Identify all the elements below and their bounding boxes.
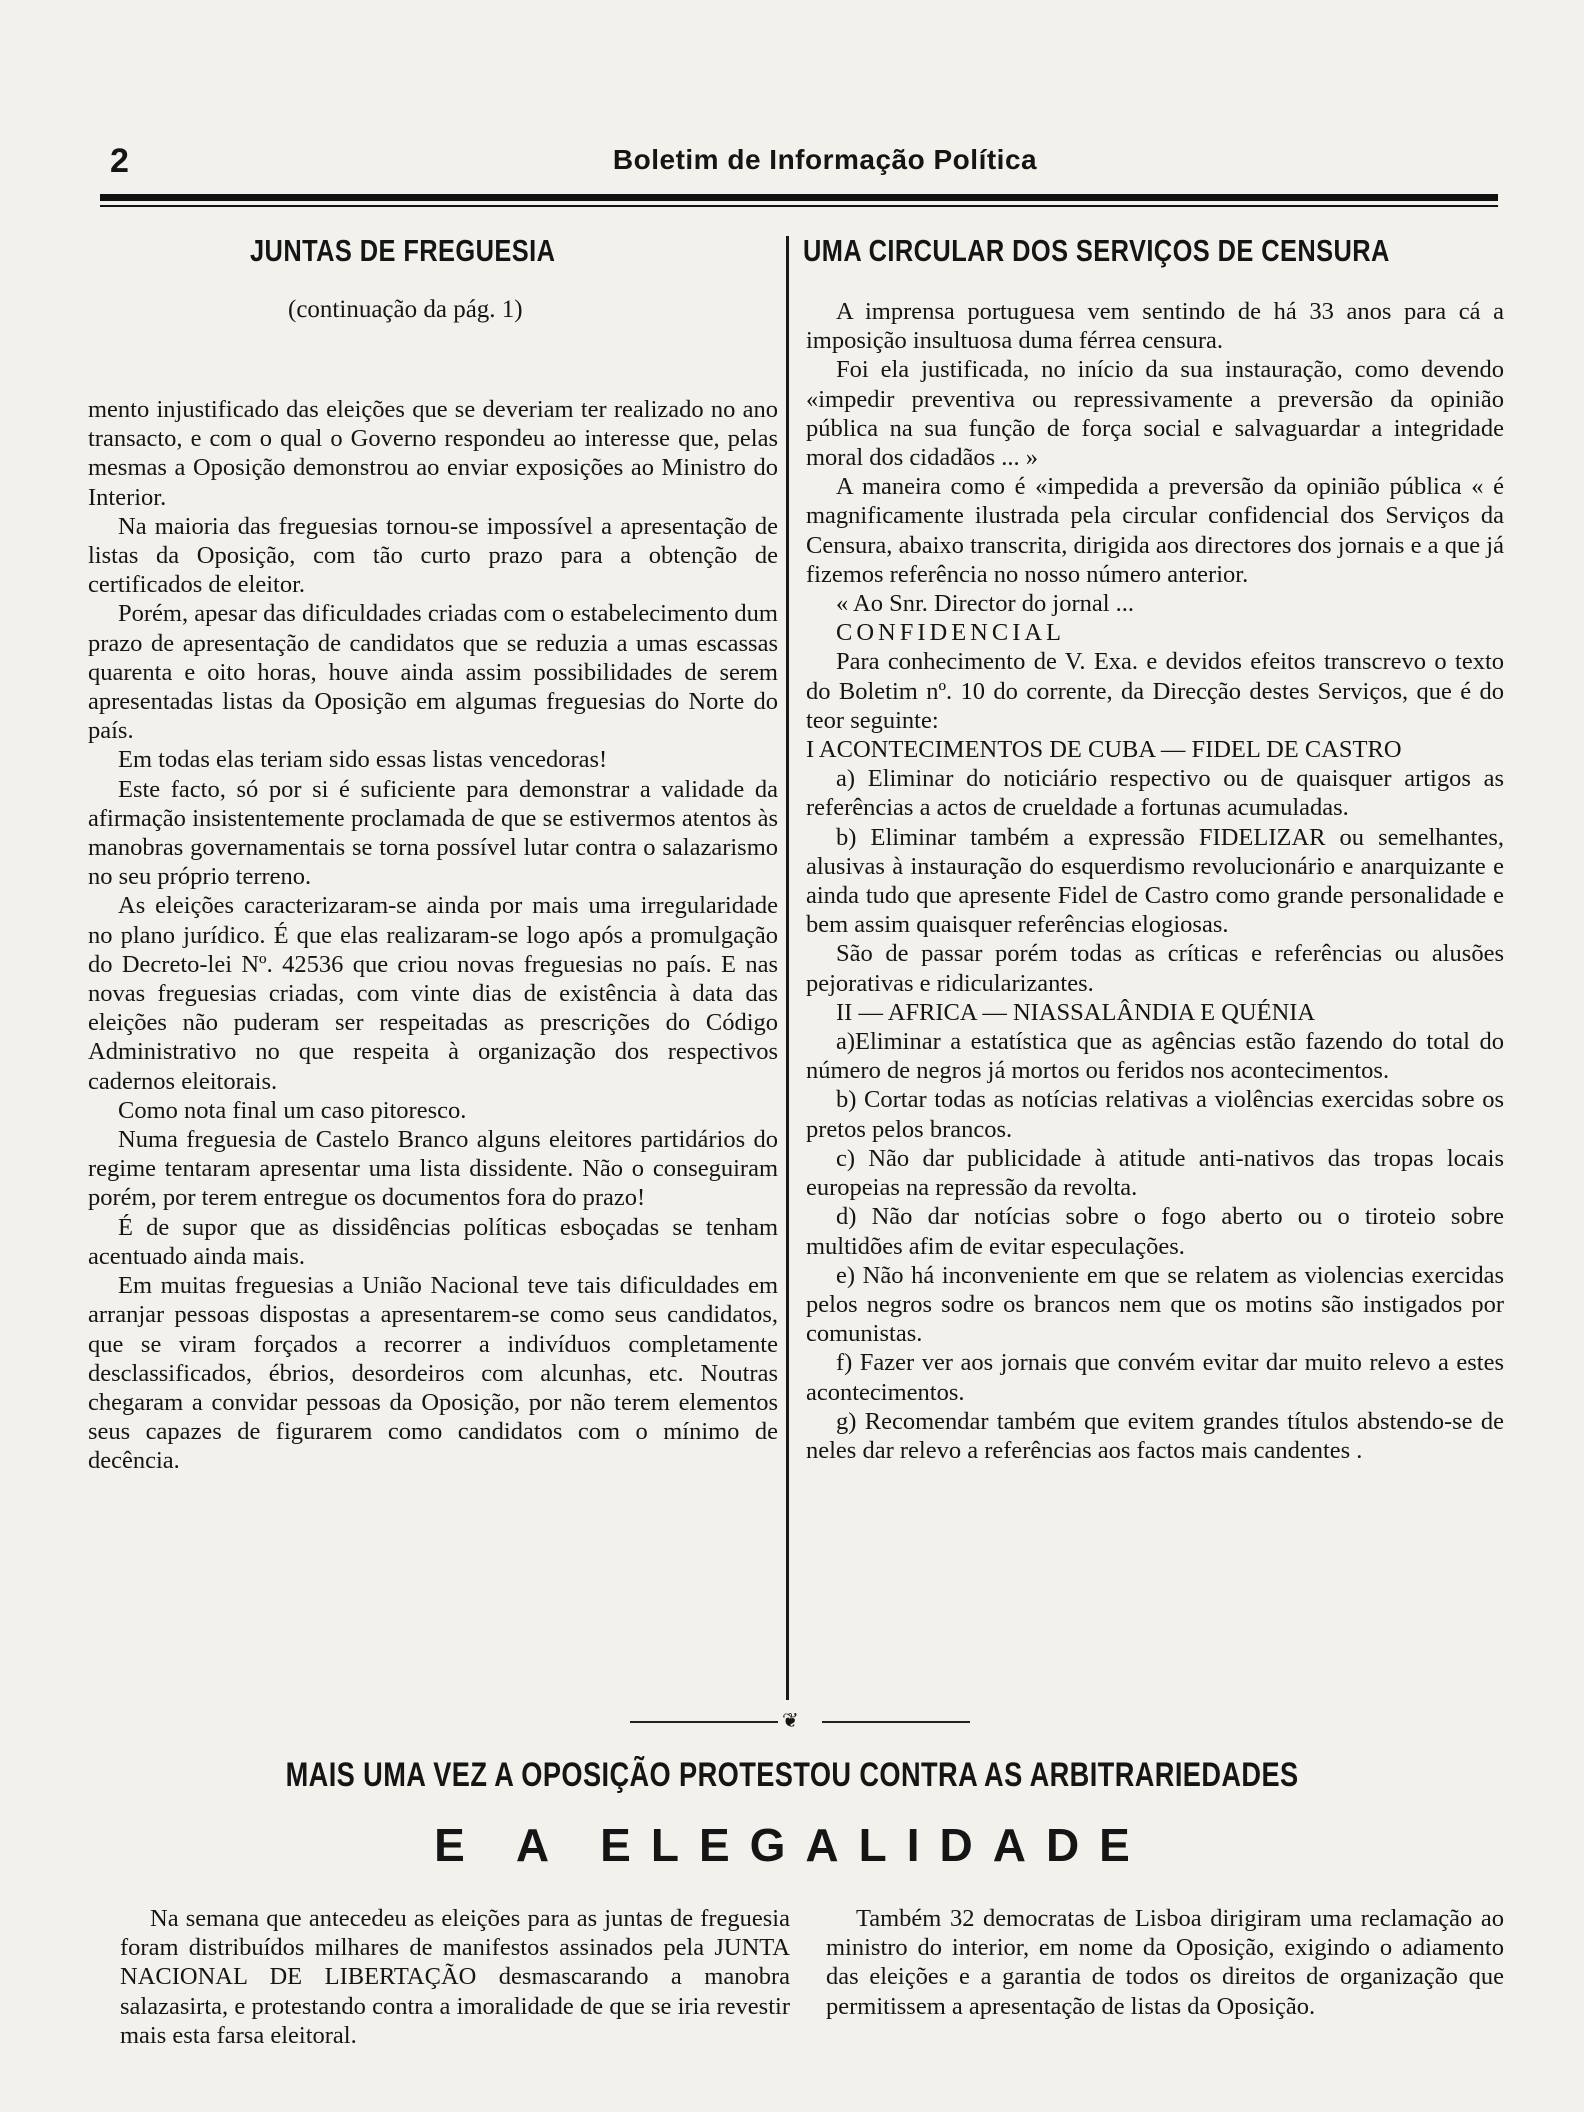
paragraph: É de supor que as dissidências políticas esboçadas se tenham acentuado ainda mais.	[88, 1213, 778, 1270]
paragraph: As eleições caracterizaram-se ainda por mais uma irregularidade no plano jurídico. É que elas realizaram-se logo após a promulgação do Decreto-lei Nº. 42536 que criou novas freguesias no país. E nas novas freguesias criadas, com vinte dias de existência à data das eleições não puderam ser respeitadas as prescrições do Código Administrativo no que respeita à organização dos respectivos cadernos eleitorais.	[88, 892, 778, 1095]
paragraph: Em todas elas teriam sido essas listas vencedoras!	[118, 746, 608, 774]
paragraph: f) Fazer ver aos jornais que convém evitar dar muito relevo a estes acontecimentos.	[806, 1349, 1504, 1406]
paragraph: g) Recomendar também que evitem grandes títulos abstendo-se de neles dar relevo a referências aos factos mais candentes .	[806, 1407, 1504, 1464]
ornament-line	[822, 1721, 970, 1723]
bottom-headline-line2: E A ELEGALIDADE	[434, 1819, 1150, 1871]
bottom-headline-line1	[0, 1756, 1584, 1795]
paragraph: A maneira como é «impedida a preversão da opinião pública « é magnificamente ilustrada pela circular confidencial dos Serviços da Censura, abaixo transcrita, dirigida aos directores dos jornais e a que já fizemos referência no nosso número anterior.	[806, 473, 1504, 588]
paragraph: mento injustificado das eleições que se deveriam ter realizado no ano transacto, e com o qual o Governo respondeu ao interesse que, pelas mesmas a Oposição demonstrou ao enviar exposições ao Ministro do Interior.	[88, 396, 778, 511]
bottom-article-left	[120, 1904, 790, 2050]
paragraph: Na semana que antecedeu as eleições para as juntas de freguesia foram distribuídos milhares de manifestos assinados pela JUNTA NACIONAL DE LIBERTAÇÃO desmascarando a manobra salazasirta, e protestando contra a imoralidade de que se iria revestir mais esta farsa eleitoral.	[120, 1905, 790, 2049]
paragraph: Porém, apesar das dificuldades criadas com o estabelecimento dum prazo de apresentação de candidatos que se reduzia a umas escassas quarenta e oito horas, houve ainda assim possibilidades de serem apresentadas listas da Oposição em algumas freguesias do Norte do país.	[88, 600, 778, 745]
paragraph: b) Cortar todas as notícias relativas a violências exercidas sobre os pretos pelos brancos.	[806, 1086, 1504, 1143]
paragraph: Para conhecimento de V. Exa. e devidos efeitos transcrevo o texto do Boletim nº. 10 do corrente, da Direcção destes Serviços, que é do teor seguinte:	[806, 648, 1504, 734]
section-ornament	[630, 1710, 970, 1732]
headline-text: MAIS UMA VEZ A OPOSIÇÃO PROTESTOU CONTRA AS ARBITRARIEDADES	[285, 1756, 1299, 1794]
paragraph: Foi ela justificada, no início da sua instauração, como devendo «impedir preventiva ou repressivamente a preversão da opinião pública na sua função de força social e salvaguardar a integridade moral dos cidadãos ... »	[806, 356, 1504, 472]
paragraph: b) Eliminar também a expressão FIDELIZAR ou semelhantes, alusivas à instauração do esquerdismo revolucionário e anarquizante e ainda tudo que apresente Fidel de Castro como grande personalidade e bem assim quaisquer referências elogiosas.	[806, 823, 1504, 939]
left-article-body	[88, 395, 778, 1476]
paragraph: São de passar porém todas as críticas e referências ou alusões pejorativas e ridicularizantes.	[806, 940, 1504, 997]
left-article-title: JUNTAS DE FREGUESIA	[250, 233, 556, 268]
circular-section-heading: II — AFRICA — NIASSALÂNDIA E QUÉNIA	[836, 998, 1316, 1026]
continued-note: (continuação da pág. 1)	[288, 296, 523, 323]
paragraph: Na maioria das freguesias tornou-se impossível a apresentação de listas da Oposição, com tão curto prazo para a obtenção de certificados de eleitor.	[88, 512, 778, 599]
paragraph: Também 32 democratas de Lisboa dirigiram uma reclamação ao ministro do interior, em nome da Oposição, exigindo o adiamento das eleições e a garantia de todos os direitos de organização que permitissem a apresentação de listas da Oposição.	[826, 1905, 1504, 2020]
ornament-flourish-icon: ❦	[782, 1710, 799, 1732]
paragraph: e) Não há inconveniente em que se relatem as violencias exercidas pelos negros sodre os brancos nem que os motins são instigados por comunistas.	[806, 1261, 1504, 1348]
paragraph: Numa freguesia de Castelo Branco alguns eleitores partidários do regime tentaram apresentar uma lista dissidente. Não o conseguiram porém, por terem entregue os documentos fora do prazo!	[88, 1126, 778, 1212]
page-number: 2	[110, 142, 129, 180]
column-divider	[786, 236, 789, 1700]
circular-section-heading: I ACONTECIMENTOS DE CUBA — FIDEL DE CASTRO	[806, 736, 1402, 764]
right-article-body	[806, 297, 1504, 1465]
paragraph: A imprensa portuguesa vem sentindo de há 33 anos para cá a imposição insultuosa duma férrea censura.	[806, 298, 1504, 355]
paragraph: Este facto, só por si é suficiente para demonstrar a validade da afirmação insistentemente proclamada de que se estivermos atentos às manobras governamentais se torna possível lutar contra o salazarismo no seu próprio terreno.	[88, 775, 778, 891]
header-rule-thin	[100, 205, 1498, 207]
page-header	[100, 136, 1500, 192]
right-article-title: UMA CIRCULAR DOS SERVIÇOS DE CENSURA	[803, 233, 1390, 268]
ornament-line	[630, 1721, 778, 1723]
header-rule-thick	[100, 194, 1498, 201]
paragraph: Como nota final um caso pitoresco.	[118, 1096, 467, 1124]
paragraph: a)Eliminar a estatística que as agências estão fazendo do total do número de negros já mortos ou feridos nos acontecimentos.	[806, 1028, 1504, 1085]
paragraph: d) Não dar notícias sobre o fogo aberto ou o tiroteio sobre multidões afim de evitar especulações.	[806, 1203, 1504, 1260]
paragraph: « Ao Snr. Director do jornal ...	[836, 590, 1135, 618]
paragraph: c) Não dar publicidade à atitude anti-nativos das tropas locais europeias na repressão da revolta.	[806, 1144, 1504, 1202]
bottom-article-right	[826, 1904, 1504, 2021]
paragraph: a) Eliminar do noticiário respectivo ou de quaisquer artigos as referências a actos de crueldade a fortunas acumuladas.	[806, 765, 1504, 822]
paragraph: Em muitas freguesias a União Nacional teve tais dificuldades em arranjar pessoas dispostas a apresentarem-se como seus candidatos, que se viram forçados a recorrer a indivíduos completamente desclassificados, ébrios, desordeiros com alcunhas, etc. Noutras chegaram a convidar pessoas da Oposição, por não terem elementos seus capazes de figurarem como candidatos com o mínimo de decência.	[88, 1272, 778, 1475]
circular-heading: CONFIDENCIAL	[836, 619, 1066, 647]
publication-title: Boletim de Informação Política	[612, 144, 1038, 175]
